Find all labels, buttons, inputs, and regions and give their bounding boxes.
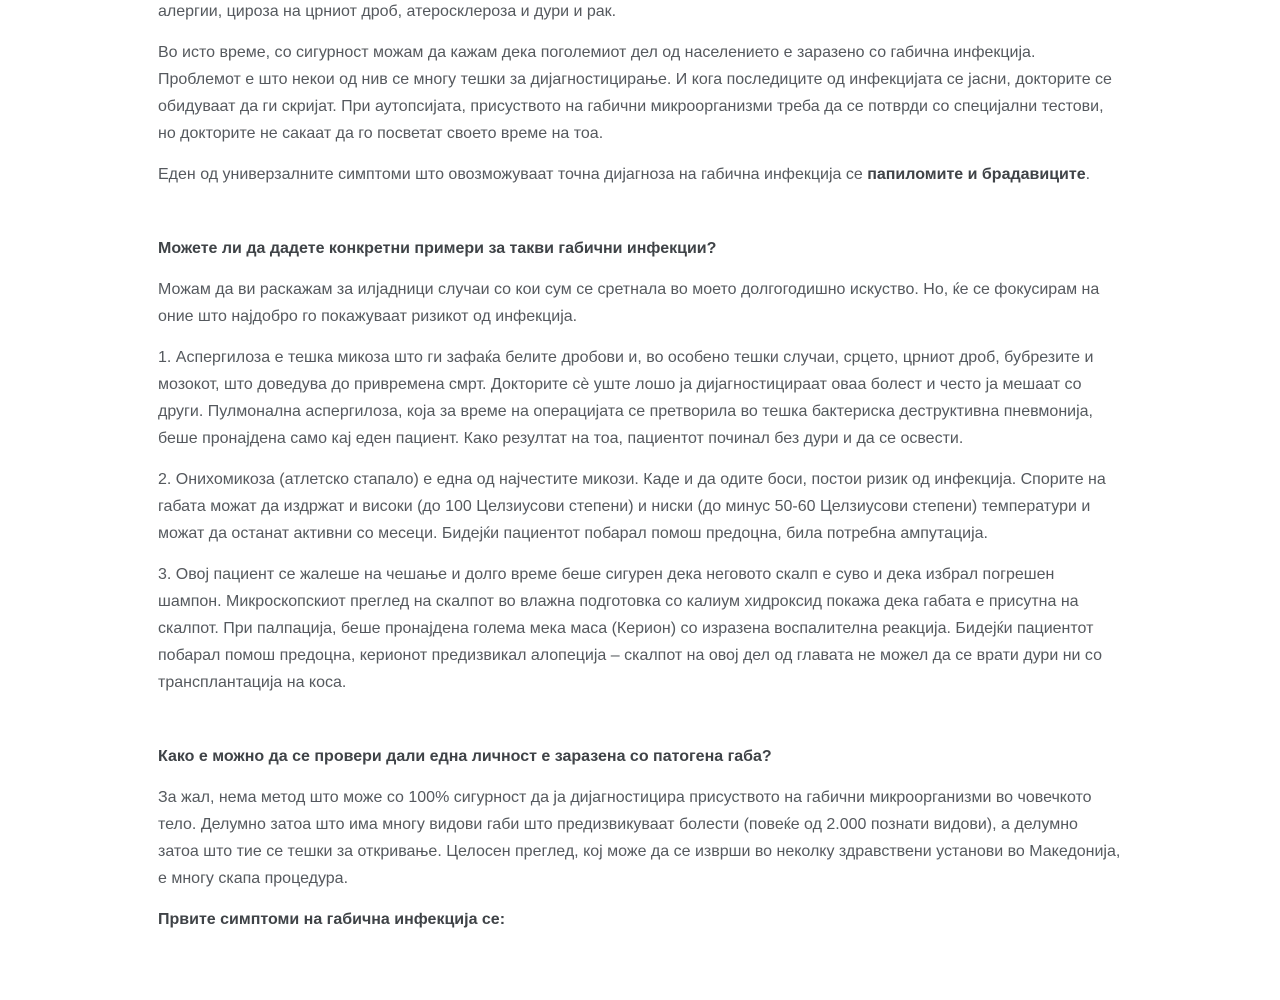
paragraph-numbered-item-1: 1. Аспергилоза е тешка микоза што ги зафаќа белите дробови и, во особено тешки случаи, срцето, црниот дроб, бубрезите и мозокот, што доведува до привремена смрт. Докторите сè уште лошо ја дијагностицираат оваа болест и често ја мешаат со други. Пулмонална аспергилоза, која за време на операцијата се претворила во тешка бактериска деструктивна пневмонија, беше пронајдена само кај еден пациент. Како резултат на тоа, пациентот починал без дури и да се освести. — [158, 349, 1094, 447]
paragraph-numbered-item-2: 2. Онихомикоза (атлетско стапало) е една од најчестите микози. Каде и да одите боси, постои ризик од инфекција. Спорите на габата можат да издржат и високи (до 100 Целзиусови степени) и ниски (до минус 50-60 Целзиусови степени) температури и можат да останат активни со месеци. Бидејќи пациентот побарал помош предоцна, била потребна ампутација. — [158, 471, 1106, 542]
paragraph-with-bold — [158, 161, 1122, 188]
paragraph-tail-text: . — [1085, 166, 1091, 183]
bold-emphasis-text: папиломите и брадавиците — [867, 166, 1086, 183]
section-heading-question-testing: Како е можно да се провери дали една личност е заразена со патогена габа? — [158, 748, 772, 765]
section-heading-question-examples: Можете ли да дадете конкретни примери за такви габични инфекции? — [158, 240, 717, 257]
paragraph: Можам да ви раскажам за илјадници случаи со кои сум се сретнала во моето долгогодишно искуство. Но, ќе се фокусирам на оние што најдобро го покажуваат ризикот од инфекција. — [158, 281, 1100, 325]
bold-lead-in-symptoms: Првите симптоми на габична инфекција се: — [158, 911, 506, 928]
paragraph-numbered-item-3: 3. Овој пациент се жалеше на чешање и долго време беше сигурен дека неговото скалп е суво и дека избрал погрешен шампон. Микроскопскиот преглед на скалпот во влажна подготовка со калиум хидроксид покажа дека габата е присутна на скалпот. При палпација, беше пронајдена голема мека маса (Керион) со изразена воспалителна реакција. Бидејќи пациентот побарал помош предоцна, керионот предизвикал алопеција – скалпот на овој дел од главата не можел да се врати дури ни со трансплантација на коса. — [158, 566, 1103, 691]
paragraph-cutoff-top: алергии, цироза на црниот дроб, атеросклероза и дури и рак. — [158, 3, 617, 20]
paragraph: Во исто време, со сигурност можам да кажам дека поголемиот дел од населението е заразено со габична инфекција. Проблемот е што некои од нив се многу тешки за дијагностицирање. И кога последиците од инфекцијата се јасни, докторите се обидуваат да ги скријат. При аутопсијата, присуството на габични микроорганизми треба да се потврди со специјални тестови, но докторите не сакаат да го посветат своето време на тоа. — [158, 44, 1112, 142]
paragraph-lead-text: Еден од универзалните симптоми што овозможуваат точна дијагноза на габична инфекција се — [158, 166, 868, 183]
article-body — [158, 0, 1122, 933]
paragraph: За жал, нема метод што може со 100% сигурност да ја дијагностицира присуството на габични микроорганизми во човечкото тело. Делумно затоа што има многу видови габи што предизвикуваат болести (повеќе од 2.000 познати видови), а делумно затоа што тие се тешки за откривање. Целосен преглед, кој може да се изврши во неколку здравствени установи во Македонија, е многу скапа процедура. — [158, 789, 1121, 887]
